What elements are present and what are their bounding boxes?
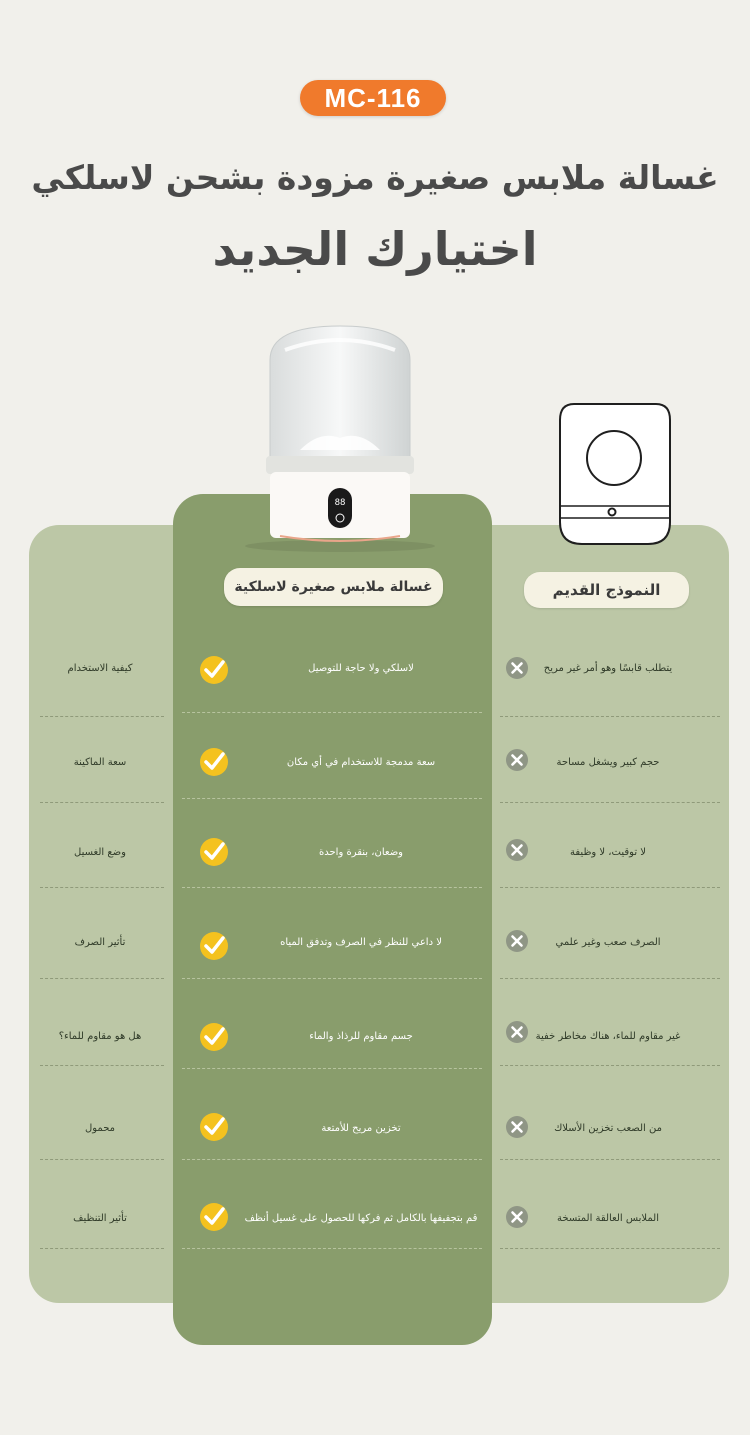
check-icon <box>198 1111 230 1143</box>
comparison-row <box>0 1172 750 1264</box>
new-model-value: لاسلكي ولا حاجة للتوصيل <box>308 662 414 674</box>
old-model-value: غير مقاوم للماء، هناك مخاطر خفية <box>535 1030 681 1042</box>
old-model-value: لا توقيت، لا وظيفة <box>570 846 646 858</box>
feature-name: هل هو مقاوم للماء؟ <box>58 1030 142 1042</box>
feature-name: محمول <box>84 1122 116 1134</box>
comparison-row <box>0 806 750 898</box>
feature-name: وضع الغسيل <box>74 846 126 858</box>
feature-name: سعة الماكينة <box>73 756 127 768</box>
cross-icon <box>505 656 529 680</box>
old-model-value: الملابس العالقة المتسخة <box>557 1212 659 1224</box>
row-divider <box>182 712 482 713</box>
row-divider <box>500 802 720 803</box>
washer-ring <box>266 456 414 474</box>
row-divider <box>182 1159 482 1160</box>
comparison-row <box>0 622 750 714</box>
old-washer-lid-icon <box>587 431 641 485</box>
cross-icon <box>505 1115 529 1139</box>
subheadline: اختيارك الجديد <box>212 222 538 276</box>
model-badge: MC-116 <box>300 80 446 116</box>
row-divider <box>182 978 482 979</box>
row-divider <box>182 887 482 888</box>
row-divider <box>182 1248 482 1249</box>
new-model-value: تخزين مريح للأمتعة <box>321 1122 401 1134</box>
old-model-image <box>556 402 674 548</box>
new-model-value: لا داعي للنظر في الصرف وتدفق المياه <box>280 936 442 948</box>
check-icon <box>198 746 230 778</box>
row-divider <box>500 978 720 979</box>
row-divider <box>500 887 720 888</box>
row-divider <box>40 887 164 888</box>
comparison-row <box>0 1082 750 1174</box>
old-model-label: النموذج القديم <box>524 572 689 608</box>
digital-display: 88 <box>334 498 346 508</box>
washer-product-image <box>240 320 440 552</box>
cross-icon <box>505 1020 529 1044</box>
cross-icon <box>505 838 529 862</box>
check-icon <box>198 1201 230 1233</box>
row-divider <box>182 1068 482 1069</box>
headline: غسالة ملابس صغيرة مزودة بشحن لاسلكي <box>31 158 719 197</box>
new-model-value: سعة مدمجة للاستخدام في أي مكان <box>286 756 436 768</box>
check-icon <box>198 836 230 868</box>
row-divider <box>500 1248 720 1249</box>
feature-name: تأثير التنظيف <box>73 1212 127 1224</box>
old-model-value: من الصعب تخزين الأسلاك <box>554 1122 662 1134</box>
new-model-value: جسم مقاوم للرذاذ والماء <box>309 1030 413 1042</box>
cross-icon <box>505 1205 529 1229</box>
cross-icon <box>505 748 529 772</box>
row-divider <box>500 1065 720 1066</box>
old-model-value: حجم كبير ويشغل مساحة <box>556 756 660 768</box>
new-model-value: وضعان، بنقرة واحدة <box>319 846 404 858</box>
old-washer-button <box>609 509 616 516</box>
row-divider <box>40 978 164 979</box>
row-divider <box>40 1159 164 1160</box>
row-divider <box>40 1065 164 1066</box>
check-icon <box>198 930 230 962</box>
comparison-row <box>0 716 750 808</box>
row-divider <box>40 1248 164 1249</box>
feature-name: كيفية الاستخدام <box>67 662 133 674</box>
new-model-label: غسالة ملابس صغيرة لاسلكية <box>224 568 443 606</box>
row-divider <box>40 802 164 803</box>
row-divider <box>500 1159 720 1160</box>
row-divider <box>182 798 482 799</box>
old-model-value: الصرف صعب وغير علمي <box>555 936 661 948</box>
old-model-value: يتطلب قابسًا وهو أمر غير مريح <box>543 662 673 674</box>
comparison-row <box>0 896 750 988</box>
new-model-value: قم بتجفيفها بالكامل ثم فركها للحصول على غسيل أنظف <box>244 1212 478 1224</box>
check-icon <box>198 1021 230 1053</box>
feature-name: تأثير الصرف <box>74 936 126 948</box>
check-icon <box>198 654 230 686</box>
cross-icon <box>505 929 529 953</box>
